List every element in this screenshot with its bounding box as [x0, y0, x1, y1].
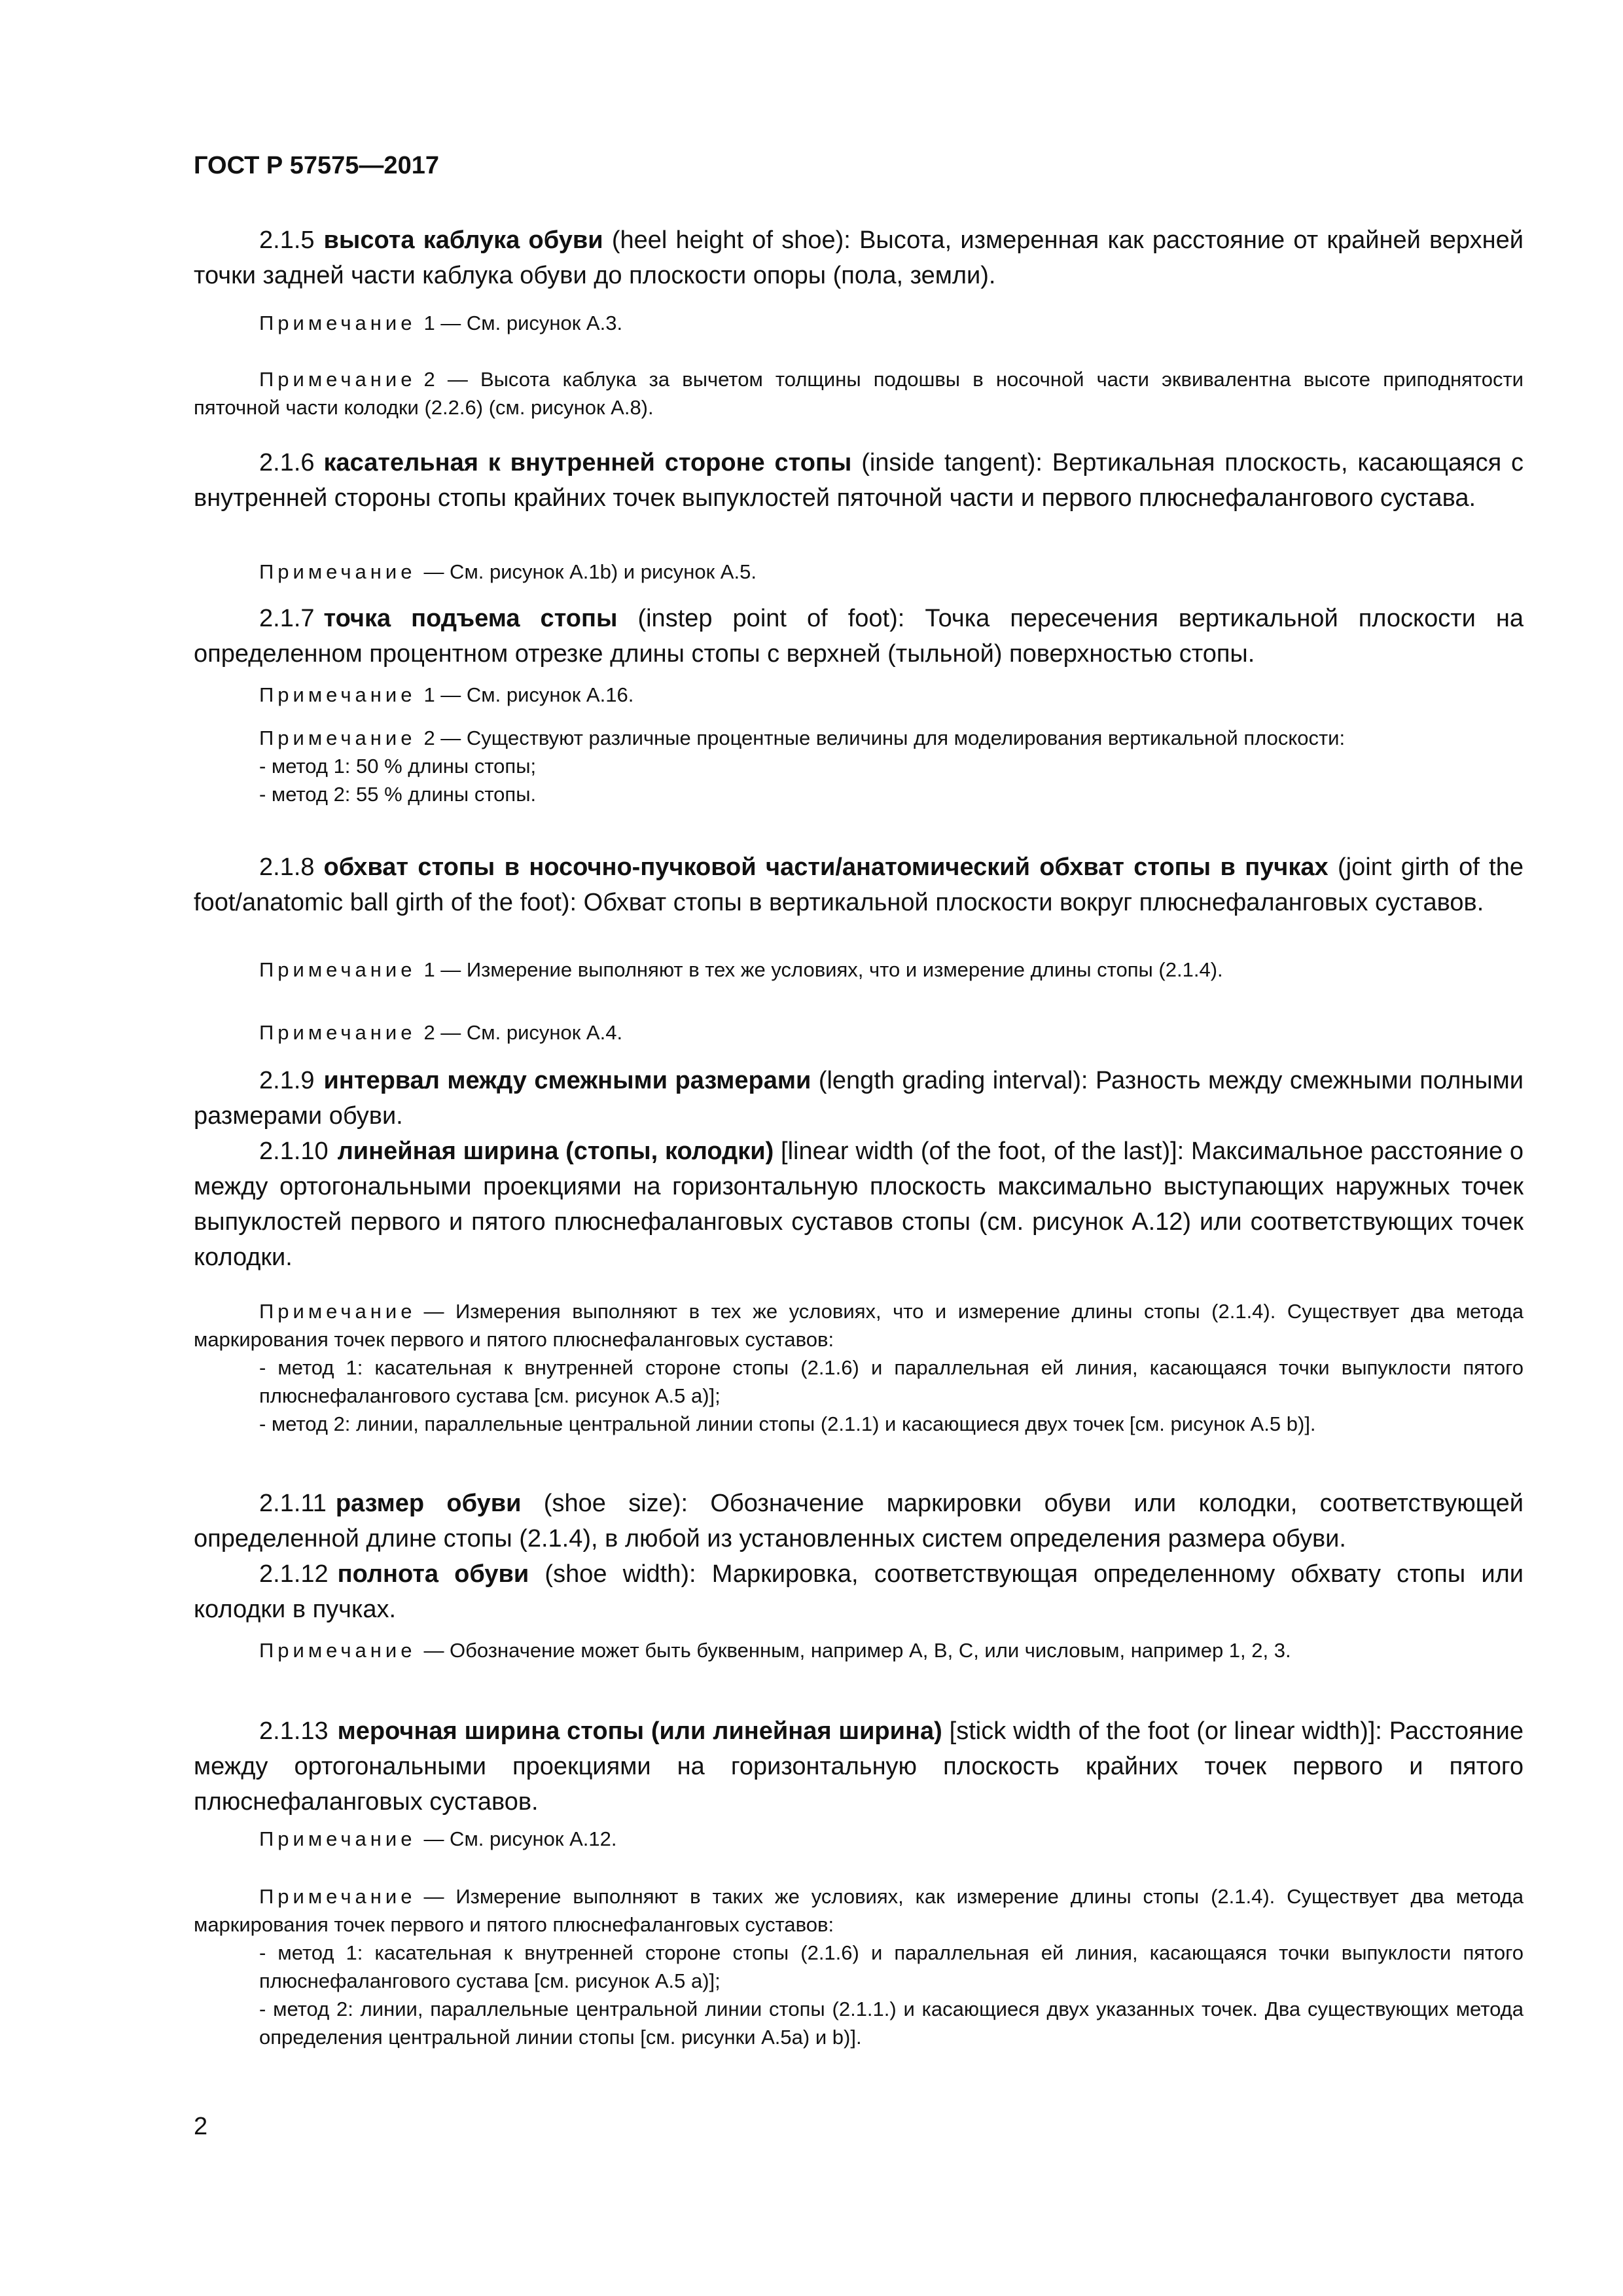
term-definition	[194, 1556, 1524, 1627]
term-number: 2.1.12	[259, 1560, 329, 1588]
note-text: 1 — Измерение выполняют в тех же условиях, что и измерение длины стопы (2.1.4).	[423, 958, 1223, 981]
term-definition	[194, 1713, 1524, 1820]
note	[194, 724, 1524, 808]
note-text: — См. рисунок А.12.	[423, 1827, 617, 1850]
term-definition	[194, 445, 1524, 516]
note-label: Примечание	[259, 312, 416, 334]
note-text: 1 — См. рисунок А.3.	[423, 312, 623, 334]
note-list-item: - метод 2: линии, параллельные центральной линии стопы (2.1.1.) и касающиеся двух указанных точек. Два существующих метода определения центральной линии стопы [см. рисунки А.5а) и b)].	[259, 1998, 1524, 2049]
term-number: 2.1.10	[259, 1138, 329, 1165]
note	[194, 1636, 1524, 1664]
term-definition	[194, 1134, 1524, 1275]
term-text: (length grading interval): Разность между смежными полными размерами обуви.	[194, 1067, 1524, 1130]
term-definition	[194, 223, 1524, 293]
term-text: [linear width (of the foot, of the last)]: Максимальное расстояние о между ортогональными проекциями на горизонтальную плоскость максимально выступающих наружных точек выпуклостей первого и пятого плюснефаланговых суставов стопы (см. рисунок А.12) или соответствующих точек колодки.	[194, 1138, 1524, 1271]
term-name: интервал между смежными размерами	[323, 1067, 812, 1094]
term-name: высота каблука обуви	[323, 226, 603, 254]
term-definition	[194, 601, 1524, 672]
note-list-item: - метод 2: 55 % длины стопы.	[259, 783, 537, 806]
note-list-item: - метод 1: касательная к внутренней стороне стопы (2.1.6) и параллельная ей линия, касающаяся точки выпуклости пятого плюснефалангового сустава [см. рисунок А.5 а)];	[259, 1941, 1524, 1992]
term-name: касательная к внутренней стороне стопы	[323, 449, 852, 476]
note-label: Примечание	[259, 1639, 416, 1662]
note-label: Примечание	[259, 1300, 416, 1323]
note-text: 2 — Существуют различные процентные величины для моделирования вертикальной плоскости:	[423, 726, 1346, 749]
note-text: — См. рисунок А.1b) и рисунок А.5.	[423, 560, 757, 583]
term-number: 2.1.13	[259, 1717, 329, 1745]
note	[194, 365, 1524, 422]
note-label: Примечание	[259, 958, 416, 981]
note-list-item: - метод 2: линии, параллельные центральной линии стопы (2.1.1) и касающиеся двух точек [см. рисунок А.5 b)].	[259, 1412, 1316, 1435]
note-text: — Измерение выполняют в таких же условиях, как измерение длины стопы (2.1.4). Существует два метода маркирования точек первого и пятого плюснефаланговых суставов:	[194, 1885, 1524, 1936]
term-number: 2.1.7	[259, 605, 315, 632]
note	[194, 681, 1524, 709]
page-number: 2	[194, 2113, 208, 2140]
term-text: (heel height of shoe): Высота, измеренная как расстояние от крайней верхней точки задней части каблука обуви до плоскости опоры (пола, земли).	[194, 226, 1524, 289]
note-label: Примечание	[259, 560, 416, 583]
term-definition	[194, 1063, 1524, 1134]
note	[194, 1882, 1524, 2051]
term-definition	[194, 1486, 1524, 1556]
term-definition	[194, 850, 1524, 920]
note-text: 2 — См. рисунок А.4.	[423, 1021, 623, 1044]
note	[194, 1018, 1524, 1047]
note-label: Примечание	[259, 726, 416, 749]
note	[194, 1297, 1524, 1438]
term-text: (shoe size): Обозначение маркировки обуви или колодки, соответствующей определенной длине стопы (2.1.4), в любой из установленных систем определения размера обуви.	[194, 1490, 1524, 1552]
document-header: ГОСТ Р 57575—2017	[194, 152, 439, 179]
term-name: размер обуви	[335, 1490, 522, 1517]
note	[194, 1825, 1524, 1853]
note-label: Примечание	[259, 1021, 416, 1044]
note	[194, 956, 1524, 984]
note-text: 2 — Высота каблука за вычетом толщины подошвы в носочной части эквивалентна высоте приподнятости пяточной части колодки (2.2.6) (см. рисунок А.8).	[194, 368, 1524, 419]
term-name: точка подъема стопы	[323, 605, 618, 632]
note-text: — Измерения выполняют в тех же условиях, что и измерение длины стопы (2.1.4). Существует два метода маркирования точек первого и пятого плюснефаланговых суставов:	[194, 1300, 1524, 1351]
term-text: (inside tangent): Вертикальная плоскость, касающаяся с внутренней стороны стопы крайних точек выпуклостей пяточной части и первого плюснефалангового сустава.	[194, 449, 1524, 512]
term-text: (instep point of foot): Точка пересечения вертикальной плоскости на определенном процентном отрезке длины стопы с верхней (тыльной) поверхностью стопы.	[194, 605, 1524, 668]
term-number: 2.1.6	[259, 449, 315, 476]
note-text: 1 — См. рисунок А.16.	[423, 683, 634, 706]
term-number: 2.1.11	[259, 1490, 327, 1517]
term-number: 2.1.8	[259, 853, 315, 881]
term-text: [stick width of the foot (or linear width)]: Расстояние между ортогональными проекциями на горизонтальную плоскость крайних точек первого и пятого плюснефаланговых суставов.	[194, 1717, 1524, 1816]
note-label: Примечание	[259, 368, 416, 391]
note-label: Примечание	[259, 683, 416, 706]
note-label: Примечание	[259, 1827, 416, 1850]
term-name: полнота обуви	[337, 1560, 529, 1588]
term-name: линейная ширина (стопы, колодки)	[337, 1138, 774, 1165]
note-list-item: - метод 1: 50 % длины стопы;	[259, 755, 537, 778]
term-name: мерочная ширина стопы (или линейная ширина)	[337, 1717, 942, 1745]
note-list-item: - метод 1: касательная к внутренней стороне стопы (2.1.6) и параллельная ей линия, касающаяся точки выпуклости пятого плюснефалангового сустава [см. рисунок А.5 а)];	[259, 1356, 1524, 1407]
term-text: (joint girth of the foot/anatomic ball girth of the foot): Обхват стопы в вертикальной плоскости вокруг плюснефаланговых суставов.	[194, 853, 1524, 916]
term-text: (shoe width): Маркировка, соответствующая определенному обхвату стопы или колодки в пучках.	[194, 1560, 1524, 1623]
note-text: — Обозначение может быть буквенным, например А, В, С, или числовым, например 1, 2, 3.	[423, 1639, 1291, 1662]
term-number: 2.1.5	[259, 226, 315, 254]
note	[194, 558, 1524, 586]
term-number: 2.1.9	[259, 1067, 315, 1094]
note-label: Примечание	[259, 1885, 416, 1908]
note	[194, 309, 1524, 337]
term-name: обхват стопы в носочно-пучковой части/анатомический обхват стопы в пучках	[323, 853, 1329, 881]
